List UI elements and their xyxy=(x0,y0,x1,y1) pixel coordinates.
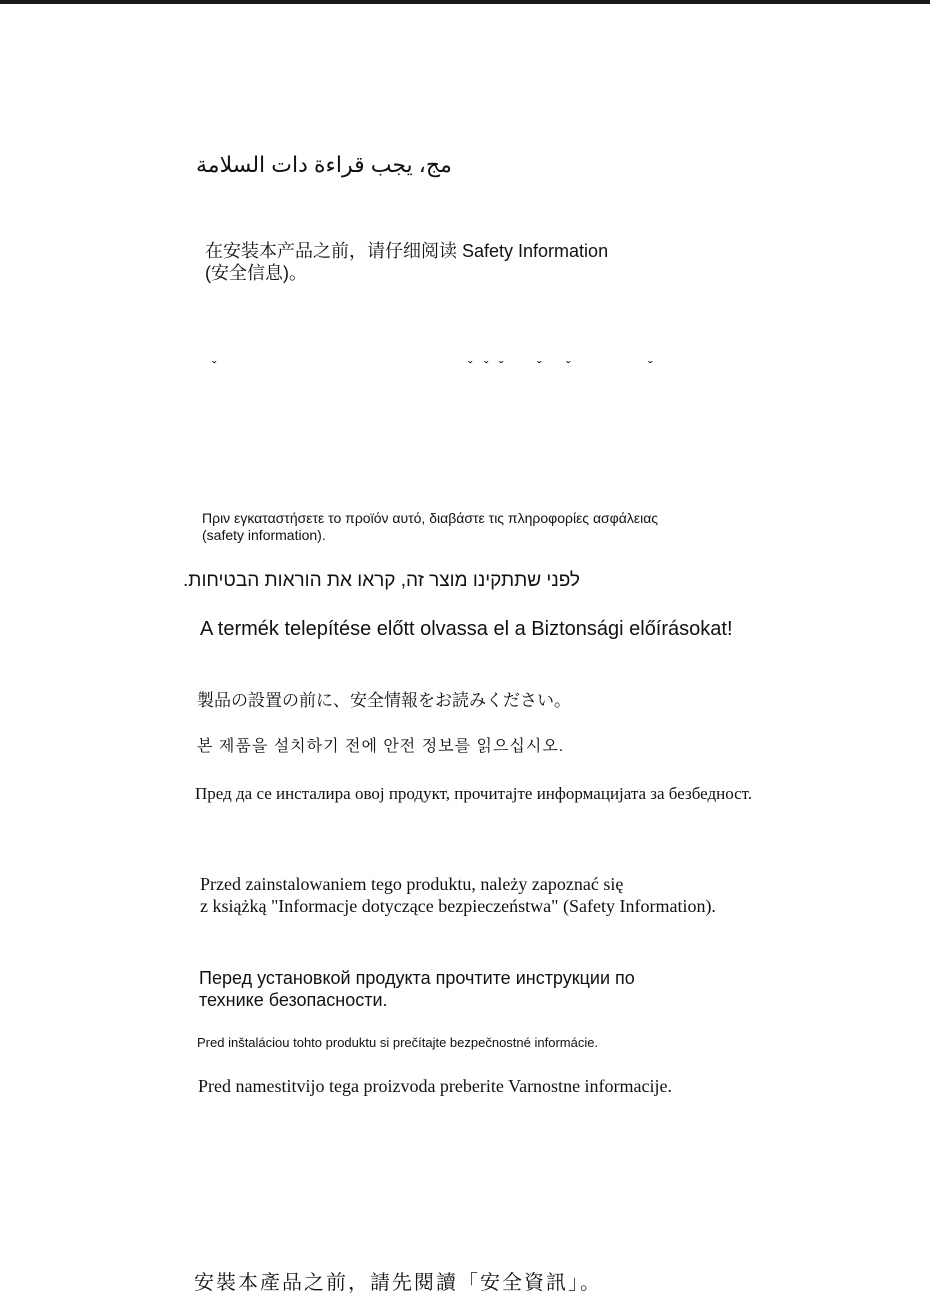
notice-polish-line-1: Przed zainstalowaniem tego produktu, należy zapoznać się xyxy=(200,874,624,894)
caron-mark: ˇ xyxy=(212,358,217,374)
notice-slovenian: Pred namestitvijo tega proizvoda preberite Varnostne informacije. xyxy=(198,1076,673,1096)
notice-chinese-traditional: 安裝本產品之前，請先閱讀「安全資訊」。 xyxy=(194,1272,602,1294)
notice-macedonian: Пред да се инсталира овој продукт, прочитајте информацијата за безбедност. xyxy=(195,784,753,803)
caron-mark: ˇ xyxy=(468,358,473,374)
notice-japanese: 製品の設置の前に、安全情報をお読みください。 xyxy=(197,691,571,710)
notice-slovak: Pred inštaláciou tohto produktu si prečítajte bezpečnostné informácie. xyxy=(197,1035,599,1050)
notice-russian-line-1: Перед установкой продукта прочтите инструкции по xyxy=(199,968,635,988)
notice-greek-line-1: Πριν εγκαταστήσετε το προϊόν αυτό, διαβάστε τις πληροφορίες ασφάλειας xyxy=(202,510,659,526)
notice-chinese-simplified-line-1: 在安装本产品之前，请仔细阅读 Safety Information xyxy=(205,241,609,261)
notice-greek-line-2: (safety information). xyxy=(202,527,326,543)
top-border-rule xyxy=(0,0,930,4)
notice-russian-line-2: технике безопасности. xyxy=(199,990,388,1010)
notice-polish-line-2: z książką "Informacje dotyczące bezpieczeństwa" (Safety Information). xyxy=(200,896,716,916)
caron-mark: ˇ xyxy=(484,358,489,374)
caron-mark: ˇ xyxy=(537,358,542,374)
notice-chinese-simplified-line-2: (安全信息)。 xyxy=(205,263,307,283)
notice-arabic: مج، يجب قراءة دات السلامة xyxy=(196,152,452,177)
notice-hungarian: A termék telepítése előtt olvassa el a Biztonsági előírásokat! xyxy=(200,618,733,640)
notice-hebrew: לפני שתתקינו מוצר זה, קראו את הוראות הבטיחות. xyxy=(183,570,580,591)
caron-mark: ˇ xyxy=(499,358,504,374)
caron-mark: ˇ xyxy=(566,358,571,374)
notice-korean: 본 제품을 설치하기 전에 안전 정보를 읽으십시오. xyxy=(197,738,565,755)
caron-mark: ˇ xyxy=(648,358,653,374)
